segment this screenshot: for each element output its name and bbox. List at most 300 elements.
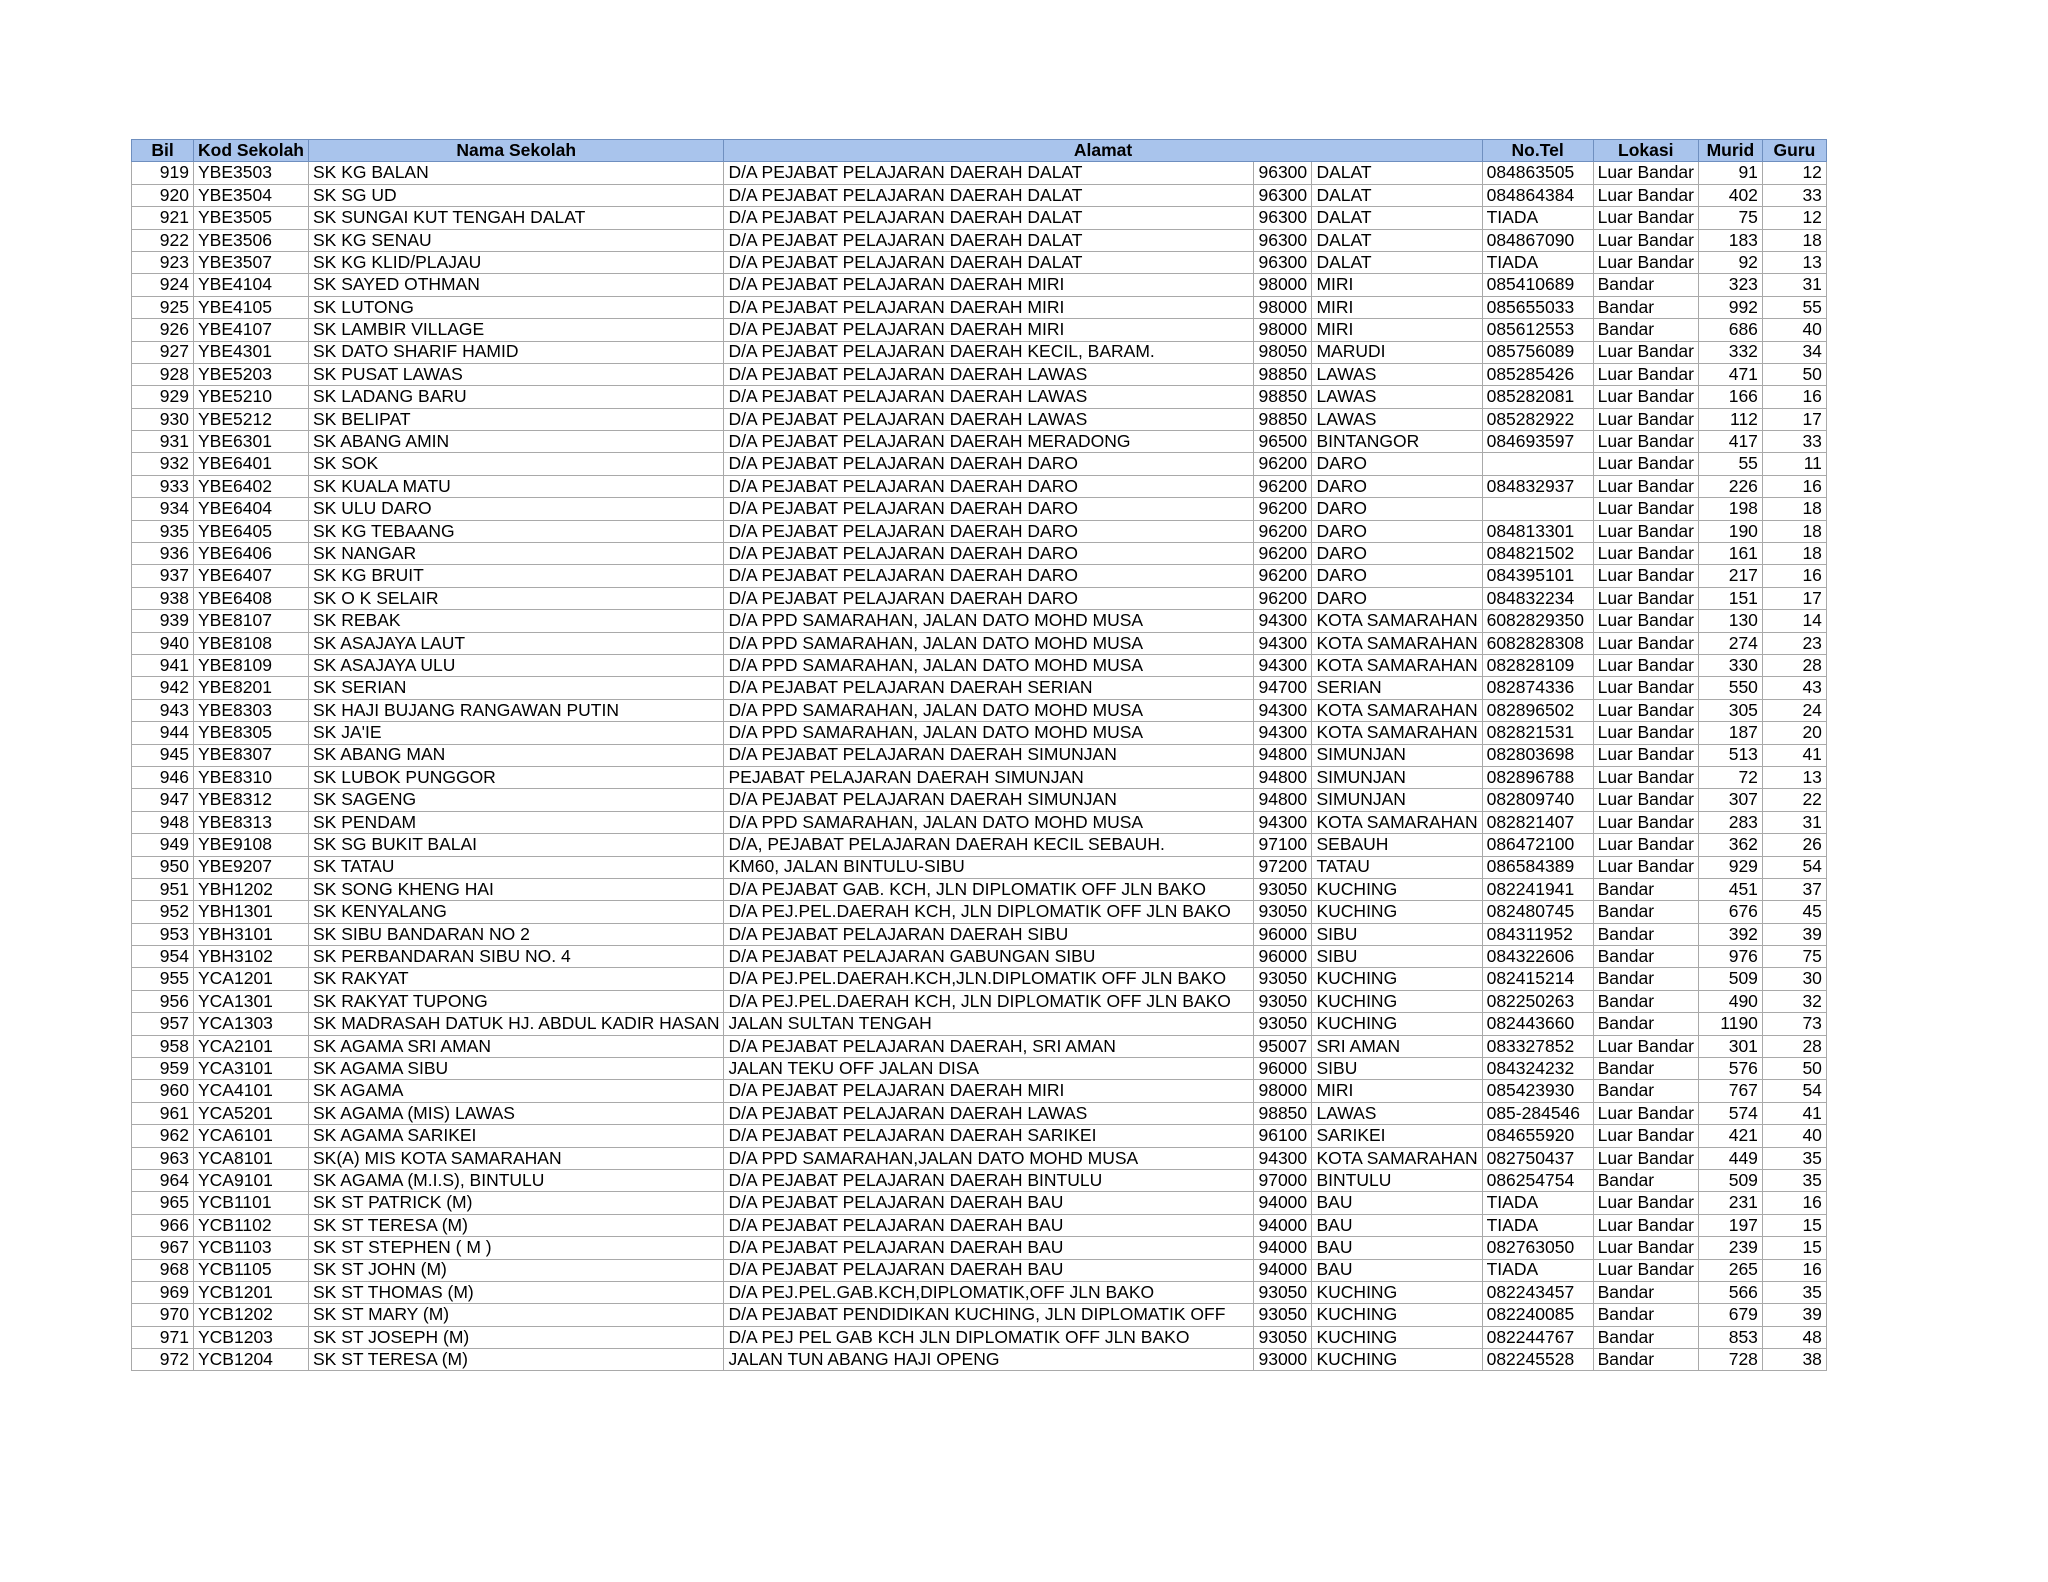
cell-lokasi[interactable]: Luar Bandar xyxy=(1593,610,1698,632)
table-row[interactable] xyxy=(132,386,1827,408)
cell-guru[interactable]: 50 xyxy=(1762,1058,1826,1080)
cell-poskod[interactable]: 94300 xyxy=(1254,632,1312,654)
table-row[interactable] xyxy=(132,408,1827,430)
cell-bil[interactable]: 943 xyxy=(132,699,194,721)
cell-murid[interactable]: 574 xyxy=(1698,1102,1762,1124)
cell-murid[interactable]: 929 xyxy=(1698,856,1762,878)
cell-murid[interactable]: 151 xyxy=(1698,587,1762,609)
cell-poskod[interactable]: 98850 xyxy=(1254,1102,1312,1124)
cell-murid[interactable]: 421 xyxy=(1698,1125,1762,1147)
cell-bandar[interactable]: KUCHING xyxy=(1312,990,1482,1012)
cell-bil[interactable]: 947 xyxy=(132,789,194,811)
cell-murid[interactable]: 976 xyxy=(1698,946,1762,968)
cell-guru[interactable]: 16 xyxy=(1762,475,1826,497)
cell-lokasi[interactable]: Luar Bandar xyxy=(1593,386,1698,408)
cell-no-tel[interactable]: 084821502 xyxy=(1482,543,1593,565)
table-row[interactable] xyxy=(132,207,1827,229)
cell-guru[interactable]: 48 xyxy=(1762,1326,1826,1348)
cell-no-tel[interactable]: 085-284546 xyxy=(1482,1102,1593,1124)
cell-lokasi[interactable]: Luar Bandar xyxy=(1593,475,1698,497)
cell-poskod[interactable]: 96000 xyxy=(1254,946,1312,968)
cell-no-tel[interactable]: 6082828308 xyxy=(1482,632,1593,654)
cell-no-tel[interactable]: 084311952 xyxy=(1482,923,1593,945)
cell-murid[interactable]: 161 xyxy=(1698,543,1762,565)
cell-lokasi[interactable]: Luar Bandar xyxy=(1593,229,1698,251)
cell-no-tel[interactable]: 085612553 xyxy=(1482,319,1593,341)
cell-kod-sekolah[interactable]: YBE4104 xyxy=(194,274,309,296)
cell-kod-sekolah[interactable]: YCA4101 xyxy=(194,1080,309,1102)
cell-nama-sekolah[interactable]: SK SOK xyxy=(309,453,724,475)
cell-guru[interactable]: 34 xyxy=(1762,341,1826,363)
cell-kod-sekolah[interactable]: YCA6101 xyxy=(194,1125,309,1147)
cell-kod-sekolah[interactable]: YBE3505 xyxy=(194,207,309,229)
cell-bandar[interactable]: SERIAN xyxy=(1312,677,1482,699)
cell-kod-sekolah[interactable]: YCB1202 xyxy=(194,1304,309,1326)
cell-bandar[interactable]: BAU xyxy=(1312,1237,1482,1259)
cell-poskod[interactable]: 97100 xyxy=(1254,834,1312,856)
cell-kod-sekolah[interactable]: YBH1202 xyxy=(194,878,309,900)
cell-alamat[interactable]: D/A PEJABAT PELAJARAN DAERAH BAU xyxy=(724,1192,1254,1214)
table-row[interactable] xyxy=(132,722,1827,744)
cell-kod-sekolah[interactable]: YBH1301 xyxy=(194,901,309,923)
cell-poskod[interactable]: 98000 xyxy=(1254,1080,1312,1102)
cell-bil[interactable]: 972 xyxy=(132,1349,194,1371)
cell-no-tel[interactable]: 084864384 xyxy=(1482,184,1593,206)
cell-bandar[interactable]: KUCHING xyxy=(1312,1281,1482,1303)
table-row[interactable] xyxy=(132,1080,1827,1102)
cell-no-tel[interactable]: TIADA xyxy=(1482,1214,1593,1236)
cell-murid[interactable]: 676 xyxy=(1698,901,1762,923)
cell-alamat[interactable]: D/A PPD SAMARAHAN,JALAN DATO MOHD MUSA xyxy=(724,1147,1254,1169)
table-row[interactable] xyxy=(132,610,1827,632)
cell-guru[interactable]: 41 xyxy=(1762,1102,1826,1124)
table-row[interactable] xyxy=(132,498,1827,520)
cell-guru[interactable]: 28 xyxy=(1762,654,1826,676)
cell-bil[interactable]: 938 xyxy=(132,587,194,609)
cell-lokasi[interactable]: Luar Bandar xyxy=(1593,1035,1698,1057)
table-row[interactable] xyxy=(132,475,1827,497)
cell-no-tel[interactable]: 082243457 xyxy=(1482,1281,1593,1303)
cell-lokasi[interactable]: Bandar xyxy=(1593,274,1698,296)
cell-bil[interactable]: 948 xyxy=(132,811,194,833)
cell-bandar[interactable]: BINTULU xyxy=(1312,1169,1482,1191)
cell-bil[interactable]: 961 xyxy=(132,1102,194,1124)
cell-poskod[interactable]: 93050 xyxy=(1254,1326,1312,1348)
cell-no-tel[interactable]: 084863505 xyxy=(1482,162,1593,184)
cell-alamat[interactable]: D/A PEJABAT PELAJARAN DAERAH BAU xyxy=(724,1259,1254,1281)
cell-kod-sekolah[interactable]: YBE6301 xyxy=(194,431,309,453)
cell-poskod[interactable]: 96100 xyxy=(1254,1125,1312,1147)
table-row[interactable] xyxy=(132,856,1827,878)
cell-alamat[interactable]: D/A PEJABAT PELAJARAN DAERAH SIMUNJAN xyxy=(724,789,1254,811)
cell-bandar[interactable]: LAWAS xyxy=(1312,386,1482,408)
cell-bil[interactable]: 939 xyxy=(132,610,194,632)
cell-bil[interactable]: 960 xyxy=(132,1080,194,1102)
cell-kod-sekolah[interactable]: YBE6406 xyxy=(194,543,309,565)
cell-bandar[interactable]: DARO xyxy=(1312,543,1482,565)
cell-alamat[interactable]: D/A PEJABAT PELAJARAN DAERAH DALAT xyxy=(724,207,1254,229)
cell-poskod[interactable]: 94000 xyxy=(1254,1214,1312,1236)
cell-poskod[interactable]: 96500 xyxy=(1254,431,1312,453)
cell-alamat[interactable]: D/A PEJABAT PELAJARAN DAERAH DALAT xyxy=(724,184,1254,206)
cell-nama-sekolah[interactable]: SK TATAU xyxy=(309,856,724,878)
cell-murid[interactable]: 265 xyxy=(1698,1259,1762,1281)
cell-no-tel[interactable]: 082244767 xyxy=(1482,1326,1593,1348)
cell-murid[interactable]: 1190 xyxy=(1698,1013,1762,1035)
cell-no-tel[interactable]: 082480745 xyxy=(1482,901,1593,923)
cell-bandar[interactable]: MIRI xyxy=(1312,296,1482,318)
cell-no-tel[interactable]: 082245528 xyxy=(1482,1349,1593,1371)
cell-bil[interactable]: 923 xyxy=(132,251,194,273)
cell-poskod[interactable]: 96300 xyxy=(1254,207,1312,229)
cell-guru[interactable]: 39 xyxy=(1762,923,1826,945)
cell-no-tel[interactable]: 084867090 xyxy=(1482,229,1593,251)
cell-lokasi[interactable]: Bandar xyxy=(1593,1169,1698,1191)
cell-nama-sekolah[interactable]: SK AGAMA SRI AMAN xyxy=(309,1035,724,1057)
cell-bandar[interactable]: KUCHING xyxy=(1312,1304,1482,1326)
cell-no-tel[interactable]: 085285426 xyxy=(1482,363,1593,385)
cell-nama-sekolah[interactable]: SK SUNGAI KUT TENGAH DALAT xyxy=(309,207,724,229)
cell-murid[interactable]: 767 xyxy=(1698,1080,1762,1102)
cell-poskod[interactable]: 98000 xyxy=(1254,296,1312,318)
cell-poskod[interactable]: 96000 xyxy=(1254,1058,1312,1080)
cell-lokasi[interactable]: Bandar xyxy=(1593,946,1698,968)
cell-nama-sekolah[interactable]: SK LADANG BARU xyxy=(309,386,724,408)
table-row[interactable] xyxy=(132,1214,1827,1236)
cell-no-tel[interactable]: 082240085 xyxy=(1482,1304,1593,1326)
cell-no-tel[interactable]: 085655033 xyxy=(1482,296,1593,318)
cell-bil[interactable]: 928 xyxy=(132,363,194,385)
cell-bil[interactable]: 950 xyxy=(132,856,194,878)
cell-poskod[interactable]: 96300 xyxy=(1254,184,1312,206)
cell-no-tel[interactable]: 082750437 xyxy=(1482,1147,1593,1169)
cell-bil[interactable]: 957 xyxy=(132,1013,194,1035)
cell-no-tel[interactable]: 084655920 xyxy=(1482,1125,1593,1147)
table-row[interactable] xyxy=(132,1035,1827,1057)
cell-lokasi[interactable]: Luar Bandar xyxy=(1593,789,1698,811)
cell-lokasi[interactable]: Luar Bandar xyxy=(1593,431,1698,453)
cell-no-tel[interactable]: TIADA xyxy=(1482,251,1593,273)
cell-no-tel[interactable]: 082241941 xyxy=(1482,878,1593,900)
cell-lokasi[interactable]: Luar Bandar xyxy=(1593,453,1698,475)
cell-kod-sekolah[interactable]: YBE4105 xyxy=(194,296,309,318)
cell-bil[interactable]: 926 xyxy=(132,319,194,341)
cell-nama-sekolah[interactable]: SK AGAMA xyxy=(309,1080,724,1102)
cell-no-tel[interactable]: 082803698 xyxy=(1482,744,1593,766)
cell-nama-sekolah[interactable]: SK ST THOMAS (M) xyxy=(309,1281,724,1303)
cell-bandar[interactable]: DARO xyxy=(1312,498,1482,520)
cell-guru[interactable]: 16 xyxy=(1762,1259,1826,1281)
cell-nama-sekolah[interactable]: SK SERIAN xyxy=(309,677,724,699)
table-row[interactable] xyxy=(132,632,1827,654)
cell-lokasi[interactable]: Luar Bandar xyxy=(1593,408,1698,430)
cell-bandar[interactable]: DALAT xyxy=(1312,251,1482,273)
header-no-tel[interactable]: No.Tel xyxy=(1482,140,1593,162)
cell-kod-sekolah[interactable]: YBE6402 xyxy=(194,475,309,497)
cell-kod-sekolah[interactable]: YCB1102 xyxy=(194,1214,309,1236)
cell-bandar[interactable]: SIMUNJAN xyxy=(1312,744,1482,766)
cell-kod-sekolah[interactable]: YBE8109 xyxy=(194,654,309,676)
cell-murid[interactable]: 231 xyxy=(1698,1192,1762,1214)
cell-nama-sekolah[interactable]: SK ABANG AMIN xyxy=(309,431,724,453)
cell-murid[interactable]: 679 xyxy=(1698,1304,1762,1326)
cell-bil[interactable]: 958 xyxy=(132,1035,194,1057)
cell-alamat[interactable]: D/A PEJ.PEL.GAB.KCH,DIPLOMATIK,OFF JLN BAKO xyxy=(724,1281,1254,1303)
cell-bil[interactable]: 942 xyxy=(132,677,194,699)
cell-lokasi[interactable]: Luar Bandar xyxy=(1593,520,1698,542)
cell-lokasi[interactable]: Bandar xyxy=(1593,990,1698,1012)
cell-bandar[interactable]: KOTA SAMARAHAN xyxy=(1312,811,1482,833)
cell-no-tel[interactable]: 085756089 xyxy=(1482,341,1593,363)
cell-bil[interactable]: 919 xyxy=(132,162,194,184)
cell-lokasi[interactable]: Luar Bandar xyxy=(1593,699,1698,721)
table-row[interactable] xyxy=(132,431,1827,453)
cell-alamat[interactable]: KM60, JALAN BINTULU-SIBU xyxy=(724,856,1254,878)
cell-bandar[interactable]: DALAT xyxy=(1312,162,1482,184)
cell-bandar[interactable]: SARIKEI xyxy=(1312,1125,1482,1147)
table-row[interactable] xyxy=(132,251,1827,273)
cell-nama-sekolah[interactable]: SK ST TERESA (M) xyxy=(309,1349,724,1371)
cell-nama-sekolah[interactable]: SK DATO SHARIF HAMID xyxy=(309,341,724,363)
cell-kod-sekolah[interactable]: YCB1101 xyxy=(194,1192,309,1214)
cell-guru[interactable]: 11 xyxy=(1762,453,1826,475)
cell-murid[interactable]: 402 xyxy=(1698,184,1762,206)
cell-bandar[interactable]: DALAT xyxy=(1312,207,1482,229)
cell-kod-sekolah[interactable]: YBE3503 xyxy=(194,162,309,184)
cell-lokasi[interactable]: Luar Bandar xyxy=(1593,498,1698,520)
cell-lokasi[interactable]: Bandar xyxy=(1593,1080,1698,1102)
cell-murid[interactable]: 166 xyxy=(1698,386,1762,408)
cell-bil[interactable]: 927 xyxy=(132,341,194,363)
cell-alamat[interactable]: D/A PEJ.PEL.DAERAH KCH, JLN DIPLOMATIK OFF JLN BAKO xyxy=(724,990,1254,1012)
cell-bandar[interactable]: KOTA SAMARAHAN xyxy=(1312,1147,1482,1169)
cell-murid[interactable]: 417 xyxy=(1698,431,1762,453)
cell-guru[interactable]: 73 xyxy=(1762,1013,1826,1035)
cell-bil[interactable]: 936 xyxy=(132,543,194,565)
cell-alamat[interactable]: D/A PEJABAT PELAJARAN DAERAH MIRI xyxy=(724,296,1254,318)
cell-nama-sekolah[interactable]: SK O K SELAIR xyxy=(309,587,724,609)
cell-murid[interactable]: 305 xyxy=(1698,699,1762,721)
cell-bandar[interactable]: BAU xyxy=(1312,1192,1482,1214)
table-row[interactable] xyxy=(132,699,1827,721)
cell-lokasi[interactable]: Bandar xyxy=(1593,1304,1698,1326)
cell-nama-sekolah[interactable]: SK JA'IE xyxy=(309,722,724,744)
cell-lokasi[interactable]: Luar Bandar xyxy=(1593,766,1698,788)
cell-poskod[interactable]: 93050 xyxy=(1254,1013,1312,1035)
cell-nama-sekolah[interactable]: SK ASAJAYA LAUT xyxy=(309,632,724,654)
cell-nama-sekolah[interactable]: SK LUBOK PUNGGOR xyxy=(309,766,724,788)
cell-murid[interactable]: 566 xyxy=(1698,1281,1762,1303)
cell-guru[interactable]: 31 xyxy=(1762,811,1826,833)
cell-bandar[interactable]: KOTA SAMARAHAN xyxy=(1312,610,1482,632)
cell-kod-sekolah[interactable]: YBE6401 xyxy=(194,453,309,475)
cell-bil[interactable]: 952 xyxy=(132,901,194,923)
cell-lokasi[interactable]: Luar Bandar xyxy=(1593,811,1698,833)
cell-guru[interactable]: 17 xyxy=(1762,408,1826,430)
table-row[interactable] xyxy=(132,901,1827,923)
cell-kod-sekolah[interactable]: YCB1201 xyxy=(194,1281,309,1303)
cell-guru[interactable]: 35 xyxy=(1762,1169,1826,1191)
cell-nama-sekolah[interactable]: SK ST JOHN (M) xyxy=(309,1259,724,1281)
cell-bandar[interactable]: BAU xyxy=(1312,1214,1482,1236)
cell-no-tel[interactable]: 086254754 xyxy=(1482,1169,1593,1191)
cell-murid[interactable]: 392 xyxy=(1698,923,1762,945)
cell-guru[interactable]: 17 xyxy=(1762,587,1826,609)
cell-murid[interactable]: 307 xyxy=(1698,789,1762,811)
header-guru[interactable]: Guru xyxy=(1762,140,1826,162)
cell-nama-sekolah[interactable]: SK AGAMA (M.I.S), BINTULU xyxy=(309,1169,724,1191)
cell-bandar[interactable]: KUCHING xyxy=(1312,901,1482,923)
cell-bandar[interactable]: KOTA SAMARAHAN xyxy=(1312,654,1482,676)
table-row[interactable] xyxy=(132,1102,1827,1124)
cell-poskod[interactable]: 94000 xyxy=(1254,1259,1312,1281)
table-row[interactable] xyxy=(132,587,1827,609)
cell-alamat[interactable]: D/A PEJABAT PELAJARAN GABUNGAN SIBU xyxy=(724,946,1254,968)
cell-poskod[interactable]: 98050 xyxy=(1254,341,1312,363)
cell-no-tel[interactable]: 082443660 xyxy=(1482,1013,1593,1035)
cell-kod-sekolah[interactable]: YBE8310 xyxy=(194,766,309,788)
cell-guru[interactable]: 18 xyxy=(1762,498,1826,520)
cell-bil[interactable]: 946 xyxy=(132,766,194,788)
table-row[interactable] xyxy=(132,520,1827,542)
table-row[interactable] xyxy=(132,543,1827,565)
cell-murid[interactable]: 75 xyxy=(1698,207,1762,229)
cell-bandar[interactable]: DARO xyxy=(1312,565,1482,587)
cell-kod-sekolah[interactable]: YCB1204 xyxy=(194,1349,309,1371)
cell-kod-sekolah[interactable]: YBE9207 xyxy=(194,856,309,878)
table-row[interactable] xyxy=(132,1125,1827,1147)
cell-nama-sekolah[interactable]: SK ASAJAYA ULU xyxy=(309,654,724,676)
cell-guru[interactable]: 16 xyxy=(1762,386,1826,408)
cell-bil[interactable]: 922 xyxy=(132,229,194,251)
table-row[interactable] xyxy=(132,946,1827,968)
cell-guru[interactable]: 33 xyxy=(1762,431,1826,453)
cell-lokasi[interactable]: Luar Bandar xyxy=(1593,341,1698,363)
cell-alamat[interactable]: JALAN TEKU OFF JALAN DISA xyxy=(724,1058,1254,1080)
cell-no-tel[interactable]: 082763050 xyxy=(1482,1237,1593,1259)
cell-bil[interactable]: 966 xyxy=(132,1214,194,1236)
cell-no-tel[interactable]: 085410689 xyxy=(1482,274,1593,296)
cell-lokasi[interactable]: Luar Bandar xyxy=(1593,587,1698,609)
cell-bandar[interactable]: LAWAS xyxy=(1312,363,1482,385)
cell-guru[interactable]: 45 xyxy=(1762,901,1826,923)
cell-bil[interactable]: 967 xyxy=(132,1237,194,1259)
cell-nama-sekolah[interactable]: SK PUSAT LAWAS xyxy=(309,363,724,385)
cell-bil[interactable]: 970 xyxy=(132,1304,194,1326)
cell-kod-sekolah[interactable]: YCA2101 xyxy=(194,1035,309,1057)
cell-nama-sekolah[interactable]: SK ST JOSEPH (M) xyxy=(309,1326,724,1348)
cell-guru[interactable]: 18 xyxy=(1762,229,1826,251)
cell-nama-sekolah[interactable]: SK LAMBIR VILLAGE xyxy=(309,319,724,341)
cell-alamat[interactable]: JALAN SULTAN TENGAH xyxy=(724,1013,1254,1035)
cell-murid[interactable]: 130 xyxy=(1698,610,1762,632)
cell-murid[interactable]: 686 xyxy=(1698,319,1762,341)
cell-alamat[interactable]: D/A PEJABAT PELAJARAN DAERAH MIRI xyxy=(724,274,1254,296)
cell-bil[interactable]: 965 xyxy=(132,1192,194,1214)
cell-alamat[interactable]: D/A PEJABAT PELAJARAN DAERAH DARO xyxy=(724,587,1254,609)
header-nama-sekolah[interactable]: Nama Sekolah xyxy=(309,140,724,162)
cell-bil[interactable]: 945 xyxy=(132,744,194,766)
header-lokasi[interactable]: Lokasi xyxy=(1593,140,1698,162)
cell-alamat[interactable]: D/A PEJABAT PENDIDIKAN KUCHING, JLN DIPLOMATIK OFF xyxy=(724,1304,1254,1326)
cell-poskod[interactable]: 94300 xyxy=(1254,811,1312,833)
cell-bandar[interactable]: LAWAS xyxy=(1312,408,1482,430)
cell-bandar[interactable]: DALAT xyxy=(1312,229,1482,251)
table-row[interactable] xyxy=(132,677,1827,699)
cell-kod-sekolah[interactable]: YCA1201 xyxy=(194,968,309,990)
cell-guru[interactable]: 15 xyxy=(1762,1214,1826,1236)
cell-no-tel[interactable]: 082874336 xyxy=(1482,677,1593,699)
cell-bil[interactable]: 931 xyxy=(132,431,194,453)
cell-bandar[interactable]: LAWAS xyxy=(1312,1102,1482,1124)
cell-no-tel[interactable]: TIADA xyxy=(1482,207,1593,229)
cell-no-tel[interactable]: 084324232 xyxy=(1482,1058,1593,1080)
cell-kod-sekolah[interactable]: YCB1103 xyxy=(194,1237,309,1259)
cell-kod-sekolah[interactable]: YBE6405 xyxy=(194,520,309,542)
cell-no-tel[interactable]: 082821407 xyxy=(1482,811,1593,833)
table-row[interactable] xyxy=(132,453,1827,475)
table-row[interactable] xyxy=(132,274,1827,296)
cell-guru[interactable]: 15 xyxy=(1762,1237,1826,1259)
cell-bandar[interactable]: SIBU xyxy=(1312,1058,1482,1080)
cell-bandar[interactable]: KUCHING xyxy=(1312,1326,1482,1348)
cell-lokasi[interactable]: Luar Bandar xyxy=(1593,363,1698,385)
cell-poskod[interactable]: 94000 xyxy=(1254,1237,1312,1259)
cell-no-tel[interactable]: 082896502 xyxy=(1482,699,1593,721)
cell-nama-sekolah[interactable]: SK(A) MIS KOTA SAMARAHAN xyxy=(309,1147,724,1169)
cell-poskod[interactable]: 94300 xyxy=(1254,1147,1312,1169)
cell-bil[interactable]: 941 xyxy=(132,654,194,676)
cell-bil[interactable]: 971 xyxy=(132,1326,194,1348)
cell-no-tel[interactable]: TIADA xyxy=(1482,1259,1593,1281)
table-row[interactable] xyxy=(132,1013,1827,1035)
cell-guru[interactable]: 12 xyxy=(1762,162,1826,184)
cell-guru[interactable]: 37 xyxy=(1762,878,1826,900)
cell-poskod[interactable]: 95007 xyxy=(1254,1035,1312,1057)
cell-kod-sekolah[interactable]: YCA1301 xyxy=(194,990,309,1012)
cell-guru[interactable]: 14 xyxy=(1762,610,1826,632)
cell-murid[interactable]: 728 xyxy=(1698,1349,1762,1371)
cell-lokasi[interactable]: Luar Bandar xyxy=(1593,1214,1698,1236)
cell-poskod[interactable]: 94300 xyxy=(1254,654,1312,676)
cell-murid[interactable]: 853 xyxy=(1698,1326,1762,1348)
cell-kod-sekolah[interactable]: YBE5210 xyxy=(194,386,309,408)
cell-nama-sekolah[interactable]: SK KUALA MATU xyxy=(309,475,724,497)
cell-kod-sekolah[interactable]: YCA8101 xyxy=(194,1147,309,1169)
cell-no-tel[interactable]: 082896788 xyxy=(1482,766,1593,788)
cell-kod-sekolah[interactable]: YBH3102 xyxy=(194,946,309,968)
cell-alamat[interactable]: D/A PEJABAT PELAJARAN DAERAH SIBU xyxy=(724,923,1254,945)
cell-alamat[interactable]: D/A, PEJABAT PELAJARAN DAERAH KECIL SEBAUH. xyxy=(724,834,1254,856)
cell-bandar[interactable]: KOTA SAMARAHAN xyxy=(1312,699,1482,721)
cell-poskod[interactable]: 94300 xyxy=(1254,722,1312,744)
cell-lokasi[interactable]: Luar Bandar xyxy=(1593,654,1698,676)
header-bil[interactable]: Bil xyxy=(132,140,194,162)
table-row[interactable] xyxy=(132,1169,1827,1191)
cell-murid[interactable]: 513 xyxy=(1698,744,1762,766)
table-row[interactable] xyxy=(132,990,1827,1012)
cell-guru[interactable]: 16 xyxy=(1762,565,1826,587)
cell-lokasi[interactable]: Bandar xyxy=(1593,319,1698,341)
cell-bil[interactable]: 937 xyxy=(132,565,194,587)
cell-bandar[interactable]: DARO xyxy=(1312,587,1482,609)
cell-alamat[interactable]: D/A PEJABAT PELAJARAN DAERAH SARIKEI xyxy=(724,1125,1254,1147)
cell-poskod[interactable]: 96300 xyxy=(1254,251,1312,273)
cell-kod-sekolah[interactable]: YBE8313 xyxy=(194,811,309,833)
cell-poskod[interactable]: 93050 xyxy=(1254,1304,1312,1326)
cell-poskod[interactable]: 96200 xyxy=(1254,543,1312,565)
cell-guru[interactable]: 54 xyxy=(1762,856,1826,878)
